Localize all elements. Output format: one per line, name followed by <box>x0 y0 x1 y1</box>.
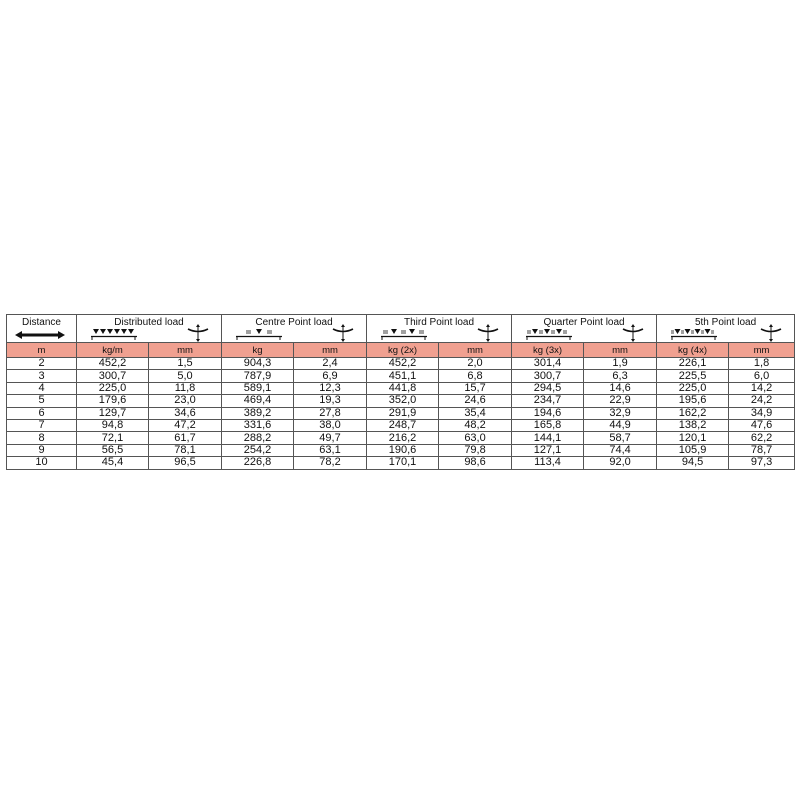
load-value-cell: 469,4 <box>222 395 294 407</box>
deflection-icon <box>477 324 499 342</box>
load-value-cell: 441,8 <box>367 382 439 394</box>
deflection-value-cell: 49,7 <box>294 432 367 444</box>
load-value-cell: 787,9 <box>222 370 294 382</box>
load-value-cell: 904,3 <box>222 358 294 370</box>
load-value-cell: 352,0 <box>367 395 439 407</box>
deflection-value-cell: 78,1 <box>149 444 222 456</box>
quarter-point-load-icon <box>526 328 616 342</box>
header-row <box>7 315 795 343</box>
load-value-cell: 226,8 <box>222 457 294 469</box>
load-value-cell: 129,7 <box>77 407 149 419</box>
unit-cell: kg (2x) <box>367 343 439 358</box>
table-body <box>7 358 795 470</box>
group-centre <box>222 315 367 343</box>
group-title-fifth: 5th Point load <box>694 317 757 328</box>
deflection-value-cell: 32,9 <box>584 407 657 419</box>
group-quarter <box>512 315 657 343</box>
group-fifth <box>657 315 795 343</box>
load-value-cell: 165,8 <box>512 419 584 431</box>
table-row <box>7 419 795 431</box>
deflection-value-cell: 6,3 <box>584 370 657 382</box>
table-row <box>7 382 795 394</box>
group-third <box>367 315 512 343</box>
deflection-value-cell: 62,2 <box>729 432 795 444</box>
load-value-cell: 225,5 <box>657 370 729 382</box>
deflection-value-cell: 61,7 <box>149 432 222 444</box>
deflection-value-cell: 5,0 <box>149 370 222 382</box>
unit-cell: mm <box>584 343 657 358</box>
units-row <box>7 343 795 358</box>
load-value-cell: 589,1 <box>222 382 294 394</box>
deflection-value-cell: 24,6 <box>439 395 512 407</box>
deflection-value-cell: 6,9 <box>294 370 367 382</box>
deflection-value-cell: 35,4 <box>439 407 512 419</box>
load-value-cell: 45,4 <box>77 457 149 469</box>
table-row <box>7 407 795 419</box>
load-value-cell: 170,1 <box>367 457 439 469</box>
distributed-load-icon <box>91 328 181 342</box>
unit-cell: mm <box>149 343 222 358</box>
deflection-value-cell: 47,6 <box>729 419 795 431</box>
unit-cell: kg <box>222 343 294 358</box>
distance-cell: 7 <box>7 419 77 431</box>
deflection-value-cell: 44,9 <box>584 419 657 431</box>
deflection-icon <box>187 324 209 342</box>
deflection-value-cell: 14,2 <box>729 382 795 394</box>
deflection-value-cell: 1,8 <box>729 358 795 370</box>
deflection-value-cell: 63,1 <box>294 444 367 456</box>
unit-cell: mm <box>729 343 795 358</box>
load-value-cell: 225,0 <box>77 382 149 394</box>
deflection-icon <box>760 324 782 342</box>
group-title-distributed: Distributed load <box>114 317 184 328</box>
load-value-cell: 120,1 <box>657 432 729 444</box>
load-value-cell: 291,9 <box>367 407 439 419</box>
third-point-load-icon <box>381 328 471 342</box>
deflection-value-cell: 58,7 <box>584 432 657 444</box>
deflection-value-cell: 12,3 <box>294 382 367 394</box>
deflection-value-cell: 38,0 <box>294 419 367 431</box>
load-value-cell: 105,9 <box>657 444 729 456</box>
double-arrow-icon <box>15 330 65 340</box>
unit-cell: mm <box>439 343 512 358</box>
table-row <box>7 358 795 370</box>
deflection-value-cell: 47,2 <box>149 419 222 431</box>
load-value-cell: 144,1 <box>512 432 584 444</box>
deflection-value-cell: 2,0 <box>439 358 512 370</box>
distance-header-cell <box>7 315 77 343</box>
load-value-cell: 254,2 <box>222 444 294 456</box>
load-value-cell: 300,7 <box>512 370 584 382</box>
deflection-value-cell: 22,9 <box>584 395 657 407</box>
load-value-cell: 190,6 <box>367 444 439 456</box>
distance-cell: 4 <box>7 382 77 394</box>
distance-label: Distance <box>22 317 61 328</box>
unit-cell: kg (4x) <box>657 343 729 358</box>
load-value-cell: 389,2 <box>222 407 294 419</box>
group-title-centre: Centre Point load <box>255 317 333 328</box>
load-value-cell: 248,7 <box>367 419 439 431</box>
load-value-cell: 452,2 <box>367 358 439 370</box>
deflection-value-cell: 74,4 <box>584 444 657 456</box>
deflection-value-cell: 34,6 <box>149 407 222 419</box>
load-value-cell: 94,8 <box>77 419 149 431</box>
load-value-cell: 294,5 <box>512 382 584 394</box>
load-value-cell: 451,1 <box>367 370 439 382</box>
group-title-quarter: Quarter Point load <box>543 317 625 328</box>
deflection-value-cell: 97,3 <box>729 457 795 469</box>
load-value-cell: 234,7 <box>512 395 584 407</box>
table-row <box>7 432 795 444</box>
deflection-value-cell: 48,2 <box>439 419 512 431</box>
deflection-value-cell: 6,8 <box>439 370 512 382</box>
deflection-value-cell: 63,0 <box>439 432 512 444</box>
deflection-value-cell: 6,0 <box>729 370 795 382</box>
deflection-value-cell: 19,3 <box>294 395 367 407</box>
distance-cell: 2 <box>7 358 77 370</box>
centre-point-load-icon <box>236 328 326 342</box>
load-value-cell: 226,1 <box>657 358 729 370</box>
distance-cell: 8 <box>7 432 77 444</box>
load-value-cell: 72,1 <box>77 432 149 444</box>
load-value-cell: 113,4 <box>512 457 584 469</box>
unit-cell: kg/m <box>77 343 149 358</box>
distance-cell: 5 <box>7 395 77 407</box>
load-value-cell: 179,6 <box>77 395 149 407</box>
load-value-cell: 225,0 <box>657 382 729 394</box>
deflection-value-cell: 14,6 <box>584 382 657 394</box>
deflection-value-cell: 2,4 <box>294 358 367 370</box>
load-value-cell: 300,7 <box>77 370 149 382</box>
deflection-value-cell: 78,2 <box>294 457 367 469</box>
load-value-cell: 127,1 <box>512 444 584 456</box>
table-row <box>7 370 795 382</box>
distance-cell: 9 <box>7 444 77 456</box>
table-row <box>7 395 795 407</box>
unit-cell: kg (3x) <box>512 343 584 358</box>
table-row <box>7 457 795 469</box>
load-value-cell: 56,5 <box>77 444 149 456</box>
load-value-cell: 94,5 <box>657 457 729 469</box>
distance-cell: 10 <box>7 457 77 469</box>
deflection-value-cell: 98,6 <box>439 457 512 469</box>
load-value-cell: 288,2 <box>222 432 294 444</box>
distance-cell: 3 <box>7 370 77 382</box>
deflection-value-cell: 34,9 <box>729 407 795 419</box>
fifth-point-load-icon <box>671 328 761 342</box>
deflection-value-cell: 78,7 <box>729 444 795 456</box>
deflection-value-cell: 15,7 <box>439 382 512 394</box>
deflection-icon <box>622 324 644 342</box>
deflection-value-cell: 23,0 <box>149 395 222 407</box>
load-value-cell: 452,2 <box>77 358 149 370</box>
deflection-value-cell: 79,8 <box>439 444 512 456</box>
table-row <box>7 444 795 456</box>
load-value-cell: 194,6 <box>512 407 584 419</box>
deflection-value-cell: 11,8 <box>149 382 222 394</box>
unit-cell: mm <box>294 343 367 358</box>
group-distributed <box>77 315 222 343</box>
load-value-cell: 162,2 <box>657 407 729 419</box>
load-value-cell: 301,4 <box>512 358 584 370</box>
deflection-value-cell: 1,9 <box>584 358 657 370</box>
load-value-cell: 216,2 <box>367 432 439 444</box>
distance-cell: 6 <box>7 407 77 419</box>
load-value-cell: 195,6 <box>657 395 729 407</box>
deflection-value-cell: 1,5 <box>149 358 222 370</box>
group-title-third: Third Point load <box>404 317 475 328</box>
load-table-container <box>6 314 794 470</box>
deflection-value-cell: 24,2 <box>729 395 795 407</box>
load-table <box>6 314 795 470</box>
deflection-value-cell: 96,5 <box>149 457 222 469</box>
deflection-value-cell: 92,0 <box>584 457 657 469</box>
load-value-cell: 138,2 <box>657 419 729 431</box>
deflection-icon <box>332 324 354 342</box>
deflection-value-cell: 27,8 <box>294 407 367 419</box>
load-value-cell: 331,6 <box>222 419 294 431</box>
unit-distance: m <box>7 343 77 358</box>
